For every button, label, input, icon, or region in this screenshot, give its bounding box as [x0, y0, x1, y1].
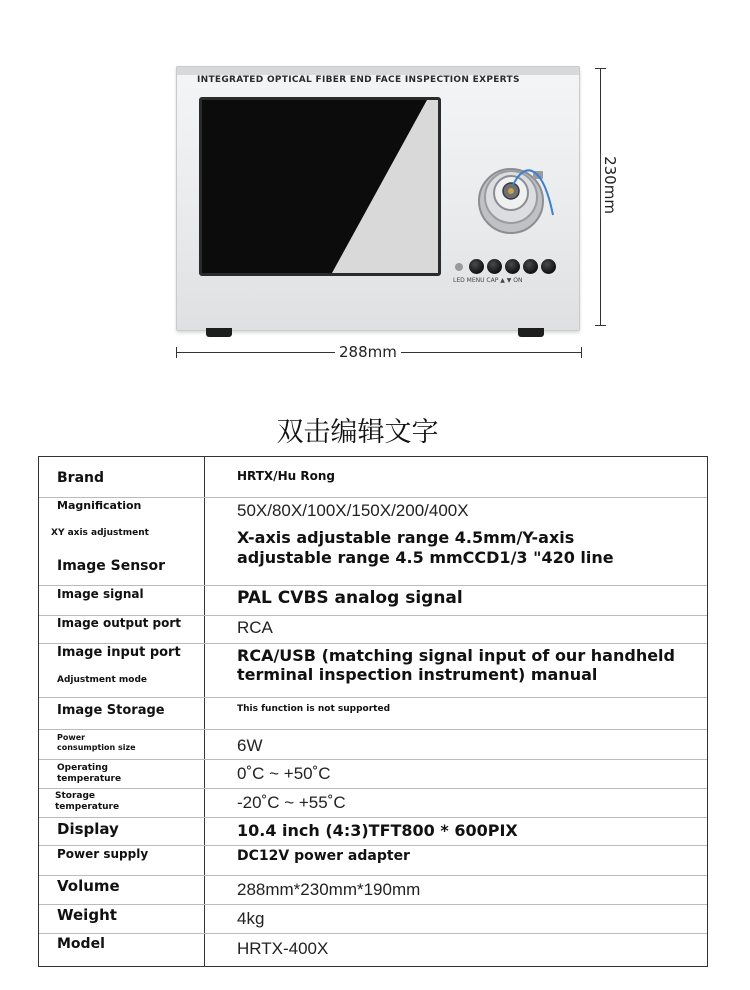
xy-sensor-value-line2: adjustable range 4.5 mmCCD1/3 "420 line [237, 548, 614, 567]
device-foot-right [518, 328, 544, 337]
height-dimension-label: 230mm [601, 153, 619, 217]
storage-temp-label-line1: Storage [55, 791, 96, 801]
image-output-value: RCA [237, 618, 273, 637]
display-label: Display [57, 820, 119, 838]
adjustment-mode-label: Adjustment mode [57, 675, 147, 685]
input-mode-value-line2: terminal inspection instrument) manual [237, 665, 598, 684]
menu-button [469, 259, 484, 274]
storage-temp-value: -20˚C ~ +55˚C [237, 793, 346, 812]
button-labels: LED MENU CAP ▲ ▼ ON [453, 277, 523, 284]
height-dimension-tick [595, 325, 606, 326]
width-dimension-tick [176, 347, 177, 358]
spec-table [38, 456, 708, 967]
weight-value: 4kg [237, 909, 265, 928]
image-signal-value: PAL CVBS analog signal [237, 588, 463, 608]
row-separator [39, 729, 707, 730]
operating-temp-label-line2: temperature [57, 774, 122, 784]
model-label: Model [57, 936, 105, 952]
power-supply-value: DC12V power adapter [237, 848, 410, 864]
row-separator [39, 875, 707, 876]
screen-reflection [202, 100, 438, 273]
height-dimension-tick [595, 68, 606, 69]
image-storage-value: This function is not supported [237, 704, 391, 714]
column-divider [204, 457, 205, 966]
power-consumption-label [57, 733, 136, 753]
operating-temp-label-line1: Operating [57, 763, 108, 773]
row-separator [39, 933, 707, 934]
magnification-value: 50X/80X/100X/150X/200/400X [237, 501, 469, 520]
control-panel [453, 257, 563, 285]
up-button [505, 259, 520, 274]
width-dimension-tick [581, 347, 582, 358]
power-consumption-label-line1: Power [57, 733, 86, 742]
device-top-edge [177, 67, 579, 75]
magnification-label: Magnification [57, 499, 142, 512]
row-separator [39, 845, 707, 846]
device-label: INTEGRATED OPTICAL FIBER END FACE INSPECTION EXPERTS [197, 75, 520, 85]
row-separator [39, 817, 707, 818]
xy-adjustment-label: XY axis adjustment [51, 528, 149, 538]
product-photo [0, 0, 750, 380]
storage-temp-label [55, 791, 119, 813]
led-indicator [455, 263, 463, 271]
row-separator [39, 497, 707, 498]
power-consumption-value: 6W [237, 736, 263, 755]
weight-label: Weight [57, 906, 117, 924]
operating-temp-value: 0˚C ~ +50˚C [237, 764, 331, 783]
row-separator [39, 697, 707, 698]
image-output-label: Image output port [57, 616, 182, 630]
image-storage-label: Image Storage [57, 703, 165, 718]
inspection-device [176, 66, 580, 331]
image-sensor-label: Image Sensor [57, 558, 166, 574]
operating-temp-label [57, 763, 121, 785]
row-separator [39, 759, 707, 760]
image-signal-label: Image signal [57, 587, 144, 601]
power-supply-label: Power supply [57, 847, 149, 861]
fiber-scope-connector [473, 155, 555, 237]
power-consumption-label-line2: consumption size [57, 743, 136, 752]
row-separator [39, 788, 707, 789]
down-button [523, 259, 538, 274]
width-dimension-label: 288mm [335, 343, 401, 361]
cap-button [487, 259, 502, 274]
volume-label: Volume [57, 877, 120, 895]
row-separator [39, 585, 707, 586]
row-separator [39, 643, 707, 644]
brand-label: Brand [57, 470, 105, 486]
display-value: 10.4 inch (4:3)TFT800 * 600PIX [237, 821, 518, 840]
device-foot-left [206, 328, 232, 337]
row-separator [39, 904, 707, 905]
brand-value: HRTX/Hu Rong [237, 469, 335, 483]
input-mode-value-line1: RCA/USB (matching signal input of our handheld [237, 646, 675, 665]
model-value: HRTX-400X [237, 939, 329, 958]
xy-sensor-value-line1: X-axis adjustable range 4.5mm/Y-axis [237, 528, 575, 547]
volume-value: 288mm*230mm*190mm [237, 880, 421, 899]
image-input-label: Image input port [57, 645, 181, 660]
power-button [541, 259, 556, 274]
page-title: 双击编辑文字 [276, 417, 439, 448]
storage-temp-label-line2: temperature [55, 802, 120, 812]
device-screen [199, 97, 441, 276]
